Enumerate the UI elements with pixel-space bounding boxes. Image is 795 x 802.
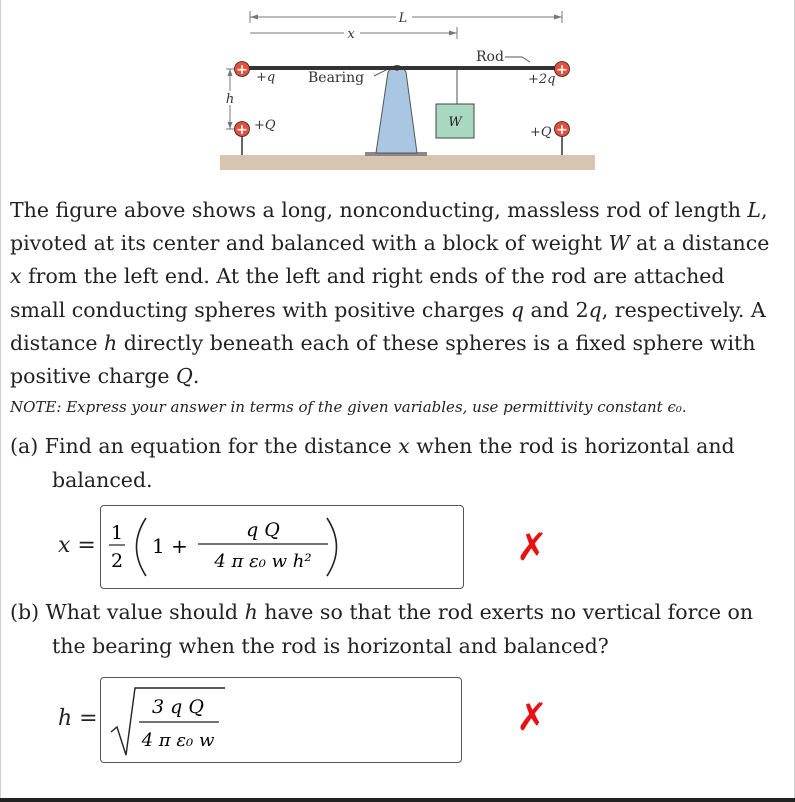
charge-right-bottom-plus: + <box>556 122 568 138</box>
part-a-incorrect-icon: ✗ <box>516 525 548 569</box>
label-plus-2q: +2q <box>528 72 556 87</box>
part-b-lhs <box>58 706 98 731</box>
ground <box>220 155 595 170</box>
text-segment: when the rod is horizontal and balanced. <box>52 434 735 492</box>
charge-left-top-plus: + <box>236 62 248 78</box>
part-a-half-num: 1 <box>110 522 124 544</box>
label-bearing: Bearing <box>308 70 365 86</box>
part-b-answer-box[interactable] <box>100 677 462 763</box>
label-x: x <box>347 27 355 42</box>
part-a-half-den: 2 <box>110 550 124 572</box>
part-b-fraction-denominator: 4 π ε₀ w <box>141 730 215 751</box>
math-variable: x <box>398 434 410 458</box>
part-b-incorrect-icon: ✗ <box>516 695 548 739</box>
problem-note: NOTE: Express your answer in terms of the given variables, use permittivity constant ϵ₀. <box>10 398 687 416</box>
label-rod: Rod <box>476 49 504 65</box>
part-a-lhs-equals: = <box>77 533 96 558</box>
text-segment: (b) What value should <box>10 600 245 624</box>
text-segment: directly beneath each of these spheres is a fixed sphere with positive charge <box>10 330 756 389</box>
part-a-lhs <box>58 533 96 558</box>
text-segment: have so that the rod exerts no vertical force on the bearing when the rod is horizontal and balanced? <box>52 600 754 658</box>
label-plus-Q-left: +Q <box>254 118 276 133</box>
part-b-lhs-var: h <box>58 706 73 731</box>
bearing <box>376 66 417 154</box>
part-b-lhs-equals: = <box>79 706 98 731</box>
part-b-question <box>10 595 780 663</box>
math-variable: h <box>244 600 258 624</box>
math-variable: Q <box>176 364 193 389</box>
math-variable: W <box>608 231 630 256</box>
label-plus-q: +q <box>256 70 276 85</box>
charge-left-bottom-plus: + <box>236 122 248 138</box>
charge-right-top-plus: + <box>556 62 568 78</box>
math-variable: L <box>747 198 762 222</box>
rod-figure <box>200 0 600 175</box>
text-segment: The figure above shows a long, nonconducting, massless rod of length <box>10 198 748 222</box>
text-segment: (a) Find an equation for the distance <box>10 434 399 458</box>
label-plus-Q-right: +Q <box>530 125 552 140</box>
math-variable: q <box>510 297 524 322</box>
part-a-one-plus: 1 + <box>152 534 188 558</box>
label-L: L <box>398 11 408 26</box>
text-segment: . <box>192 364 200 389</box>
frame-left-border <box>0 0 1 802</box>
text-segment: from the left end. At the left and right ends of the rod are attached small conducting spheres with positive charges <box>10 264 725 322</box>
math-variable: q <box>588 297 602 322</box>
label-h: h <box>225 92 235 107</box>
part-a-lhs-var: x <box>58 533 71 558</box>
part-b-fraction-numerator: 3 q Q <box>152 696 204 718</box>
math-variable: h <box>104 330 118 355</box>
part-a-fraction-denominator: 4 π ε₀ w h² <box>214 551 312 572</box>
part-a-question <box>10 429 780 497</box>
frame-bottom-border <box>0 798 795 802</box>
text-segment: , respectively. A distance <box>10 297 766 355</box>
problem-statement <box>10 194 785 393</box>
part-a-fraction-numerator: q Q <box>246 519 280 541</box>
math-variable: x <box>10 264 22 289</box>
text-segment: , pivoted at its center and balanced with a block of weight <box>10 198 768 256</box>
text-segment: at a distance <box>629 231 770 256</box>
part-a-answer-box[interactable] <box>100 505 464 589</box>
text-segment: and 2 <box>523 297 589 322</box>
label-W: W <box>448 115 462 130</box>
rod <box>242 66 562 70</box>
